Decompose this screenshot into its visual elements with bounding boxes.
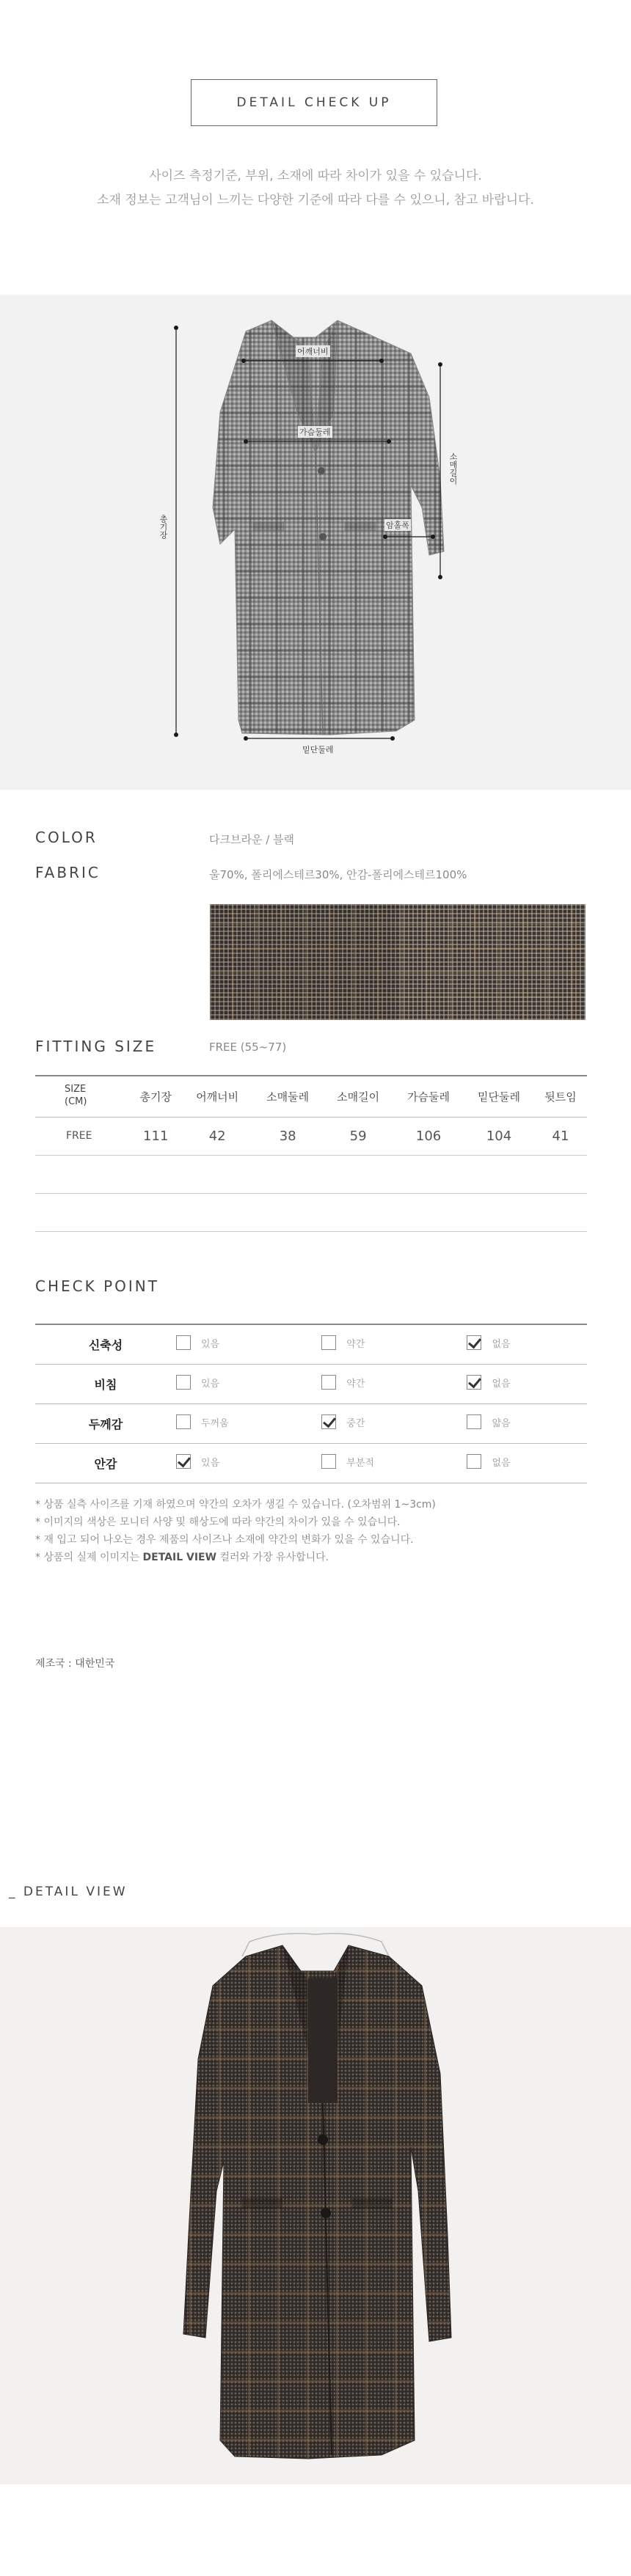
check-option-label: 두꺼움 — [201, 1417, 229, 1429]
section-title: DETAIL CHECK UP — [236, 95, 392, 110]
check-option-cell — [321, 1403, 467, 1443]
color-label: COLOR — [35, 829, 98, 846]
checkbox-checked[interactable] — [467, 1375, 481, 1390]
check-option-cell — [176, 1443, 321, 1483]
label-shoulder: 어깨너비 — [297, 347, 329, 356]
section-title-box — [191, 79, 437, 126]
check-row-label: 안감 — [35, 1443, 176, 1483]
check-row — [35, 1324, 587, 1364]
size-header-cell: 소매길이 — [323, 1076, 393, 1117]
checkbox[interactable] — [467, 1454, 481, 1469]
check-option-label: 있음 — [201, 1378, 220, 1390]
checkbox[interactable] — [176, 1414, 191, 1429]
check-option-label: 약간 — [346, 1378, 365, 1390]
check-option-cell — [321, 1364, 467, 1403]
check-row — [35, 1364, 587, 1403]
check-option-cell — [321, 1443, 467, 1483]
label-hem: 밑단둘레 — [302, 745, 334, 755]
checkbox[interactable] — [321, 1335, 336, 1350]
check-row-label: 두께감 — [35, 1403, 176, 1443]
table-row-empty — [35, 1155, 587, 1193]
check-option-cell — [176, 1403, 321, 1443]
color-value: 다크브라운 / 블랙 — [209, 833, 295, 846]
note-line: * 재 입고 되어 나오는 경우 제품의 사이즈나 소재에 약간의 변화가 있을 수 있습니다. — [35, 1534, 414, 1546]
check-option-cell — [467, 1403, 587, 1443]
check-option[interactable] — [321, 1335, 365, 1350]
coat-illustration — [0, 295, 631, 790]
size-cell: 111 — [129, 1117, 182, 1155]
size-header-size: SIZE (CM) — [65, 1084, 87, 1108]
checkbox[interactable] — [176, 1335, 191, 1350]
check-row-label: 신축성 — [35, 1324, 176, 1364]
check-option-label: 약간 — [346, 1338, 365, 1350]
note-line — [35, 1549, 436, 1566]
check-option-label: 중간 — [346, 1417, 365, 1429]
checkbox-checked[interactable] — [176, 1454, 191, 1469]
checkbox[interactable] — [176, 1375, 191, 1390]
check-option-label: 있음 — [201, 1338, 220, 1350]
size-cell: 104 — [464, 1117, 534, 1155]
checkbox-checked[interactable] — [467, 1335, 481, 1350]
check-row — [35, 1443, 587, 1483]
check-option[interactable] — [321, 1414, 365, 1429]
check-point-title: CHECK POINT — [35, 1277, 159, 1295]
measurement-diagram — [0, 295, 631, 790]
size-cell: 42 — [182, 1117, 252, 1155]
size-table — [35, 1075, 587, 1232]
fitting-size-label: FITTING SIZE — [35, 1038, 157, 1055]
detail-view-title: _ DETAIL VIEW — [9, 1885, 128, 1899]
table-row — [35, 1117, 587, 1155]
label-chest: 가슴둘레 — [299, 428, 331, 437]
check-option-cell — [176, 1364, 321, 1403]
checkbox[interactable] — [467, 1414, 481, 1429]
check-option[interactable] — [467, 1454, 510, 1469]
note-text: 컬러와 가장 유사합니다. — [216, 1552, 329, 1563]
size-header-cell: 밑단둘레 — [464, 1076, 534, 1117]
notes — [35, 1496, 436, 1566]
check-option[interactable] — [321, 1454, 374, 1469]
product-photo — [0, 1927, 631, 2484]
check-option-label: 없음 — [492, 1338, 511, 1350]
size-cell: 59 — [323, 1117, 393, 1155]
check-option-cell — [176, 1324, 321, 1364]
fitting-size-value: FREE (55~77) — [209, 1041, 287, 1054]
note-line: * 이미지의 색상은 모니터 사양 및 해상도에 따라 약간의 차이가 있을 수 있습니다. — [35, 1516, 401, 1528]
check-row — [35, 1403, 587, 1443]
check-option[interactable] — [176, 1454, 219, 1469]
intro-line-2: 소재 정보는 고객님이 느끼는 다양한 기준에 따라 다를 수 있으니, 참고 바랍니다. — [97, 193, 534, 208]
check-option-cell — [467, 1364, 587, 1403]
size-header-cell: 총기장 — [129, 1076, 182, 1117]
check-option[interactable] — [467, 1375, 510, 1390]
size-cell: 38 — [252, 1117, 323, 1155]
label-sleeve-length: 소매길이 — [448, 452, 458, 485]
fabric-label: FABRIC — [35, 864, 101, 881]
coat-photo-illustration — [0, 1927, 631, 2484]
check-option-label: 얇음 — [492, 1417, 511, 1429]
fabric-swatch-image — [210, 904, 586, 1020]
check-row-label: 비침 — [35, 1364, 176, 1403]
table-row-empty — [35, 1193, 587, 1231]
check-option-label: 부분적 — [346, 1457, 374, 1469]
check-option-label: 있음 — [201, 1457, 220, 1469]
check-option[interactable] — [176, 1414, 229, 1429]
check-option-label: 없음 — [492, 1378, 511, 1390]
check-option[interactable] — [176, 1335, 219, 1350]
size-header-cell: 소매둘레 — [252, 1076, 323, 1117]
checkbox-checked[interactable] — [321, 1414, 336, 1429]
check-option-cell — [321, 1324, 467, 1364]
size-header-cell: 뒷트임 — [534, 1076, 587, 1117]
note-line: * 상품 실측 사이즈를 기재 하였으며 약간의 오차가 생길 수 있습니다. (오차범위 1~3cm) — [35, 1499, 436, 1511]
size-table-header — [35, 1076, 587, 1117]
check-option[interactable] — [321, 1375, 365, 1390]
intro-line-1: 사이즈 측정기준, 부위, 소재에 따라 차이가 있을 수 있습니다. — [149, 169, 482, 183]
checkbox[interactable] — [321, 1454, 336, 1469]
check-option[interactable] — [467, 1414, 510, 1429]
check-option-cell — [467, 1324, 587, 1364]
label-total-length: 총기장 — [158, 515, 168, 539]
note-bold: DETAIL VIEW — [142, 1552, 217, 1563]
size-header-cell: 어깨너비 — [182, 1076, 252, 1117]
size-cell: 106 — [393, 1117, 464, 1155]
label-sleeve-hem: 암홀폭 — [386, 521, 409, 530]
size-header-cell — [35, 1076, 129, 1117]
size-header-cell: 가슴둘레 — [393, 1076, 464, 1117]
checkbox[interactable] — [321, 1375, 336, 1390]
size-cell: FREE — [35, 1117, 129, 1155]
check-option[interactable] — [467, 1335, 510, 1350]
origin-text: 제조국 : 대한민국 — [35, 1658, 115, 1670]
check-option[interactable] — [176, 1375, 219, 1390]
check-option-label: 없음 — [492, 1457, 511, 1469]
check-point-table — [35, 1324, 587, 1483]
size-cell: 41 — [534, 1117, 587, 1155]
check-option-cell — [467, 1443, 587, 1483]
fabric-value: 울70%, 폴리에스테르30%, 안감-폴리에스테르100% — [209, 868, 467, 881]
note-text: * 상품의 실제 이미지는 — [35, 1552, 143, 1563]
